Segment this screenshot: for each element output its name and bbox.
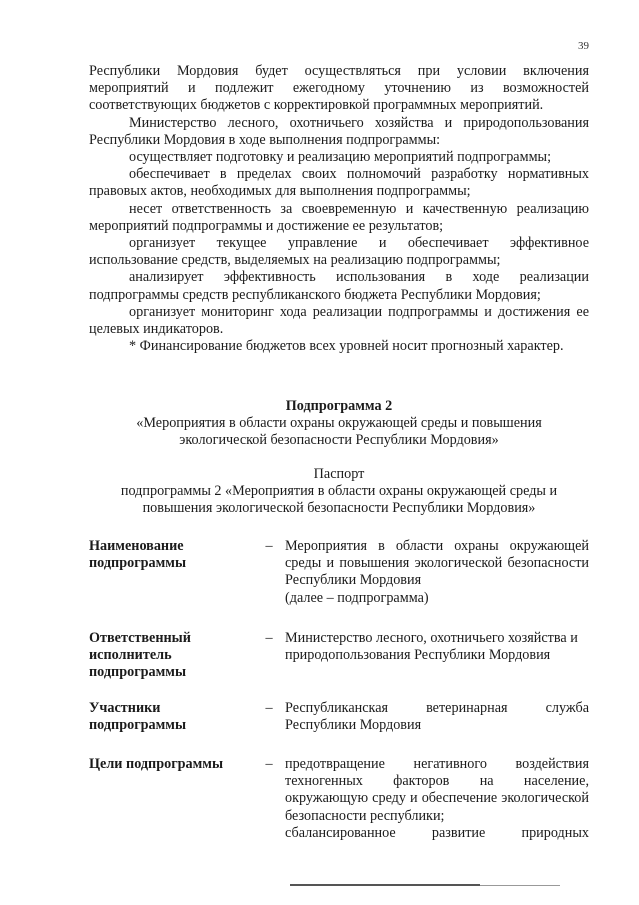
subprogram-heading-block <box>89 398 589 450</box>
paragraph: Министерство лесного, охотничьего хозяйства и природопользования Республики Мордовия в ходе выполнения подпрограммы: <box>89 114 589 148</box>
row-dash: – <box>265 538 273 554</box>
row-value <box>285 538 589 630</box>
subprogram-heading: Подпрограмма 2 <box>285 398 393 414</box>
row-label: Наименование подпрограммы <box>89 538 187 572</box>
footer-rule <box>480 885 560 886</box>
table-row <box>89 756 589 856</box>
row-dash: – <box>265 700 273 716</box>
row-value <box>285 756 589 856</box>
passport-table <box>89 538 589 856</box>
row-label: Участники подпрограммы <box>89 700 187 734</box>
paragraph: несет ответственность за своевременную и качественную реализацию мероприятий подпрограммы и достижение ее результатов; <box>89 200 589 234</box>
row-label: Ответственный исполнитель подпрограммы <box>89 630 191 681</box>
row-dash: – <box>265 756 273 772</box>
paragraph: анализирует эффективность использования в ходе реализации подпрограммы средств республиканского бюджета Республики Мордовия; <box>89 269 589 303</box>
row-label: Цели подпрограммы <box>89 756 224 772</box>
row-value-text: (далее – подпрограмма) <box>285 589 429 606</box>
table-row <box>89 700 589 756</box>
paragraph: Республики Мордовия будет осуществляться при условии включения мероприятий и подлежит ежегодному уточнению из возможностей соответствующих бюджетов с корректировкой программных мероприятий. <box>89 63 589 114</box>
row-value-text: Мероприятия в области охраны окружающей среды и повышения экологической безопасности Республики Мордовия <box>285 538 589 589</box>
footer-rule <box>290 884 480 886</box>
paragraph: осуществляет подготовку и реализацию мероприятий подпрограммы; <box>129 149 552 166</box>
footnote: * Финансирование бюджетов всех уровней носит прогнозный характер. <box>129 338 564 355</box>
page-number: 39 <box>578 40 589 52</box>
table-row <box>89 538 589 630</box>
row-value-text: сбалансированное развитие природных <box>285 824 589 841</box>
table-row <box>89 630 589 700</box>
body-text <box>89 63 589 355</box>
row-value-text: Республиканская ветеринарная служба Республики Мордовия <box>285 700 589 734</box>
subprogram-title: «Мероприятия в области охраны окружающей среды и повышения экологической безопасности Республики Мордовия» <box>136 415 542 449</box>
row-value <box>285 630 589 700</box>
paragraph: обеспечивает в пределах своих полномочий разработку нормативных правовых актов, необходимых для выполнения подпрограммы; <box>89 166 589 200</box>
paragraph: организует мониторинг хода реализации подпрограммы и достижения ее целевых индикаторов. <box>89 303 589 338</box>
row-value-text: предотвращение негативного воздействия техногенных факторов на население, окружающую среду и обеспечение экологической безопасности республики; <box>285 756 589 824</box>
row-value <box>285 700 589 756</box>
passport-title: подпрограммы 2 «Мероприятия в области охраны окружающей среды и повышения экологической безопасности Республики Мордовия» <box>120 483 558 517</box>
row-value-text: Министерство лесного, охотничьего хозяйства и природопользования Республики Мордовия <box>285 630 578 664</box>
row-dash: – <box>265 630 273 646</box>
paragraph: организует текущее управление и обеспечивает эффективное использование средств, выделяемых на реализацию подпрограммы; <box>89 235 589 269</box>
passport-heading-block <box>89 466 589 518</box>
passport-heading: Паспорт <box>313 466 365 482</box>
